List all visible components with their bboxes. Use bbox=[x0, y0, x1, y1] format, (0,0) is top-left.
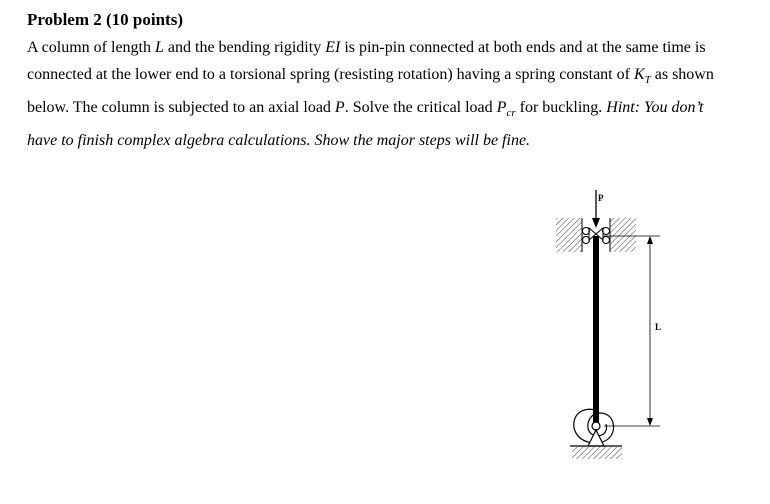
problem-title: Problem 2 (10 points) bbox=[27, 10, 183, 29]
load-label: P bbox=[598, 193, 604, 203]
var-bending-rigidity: EI bbox=[325, 39, 341, 56]
length-dimension bbox=[604, 236, 660, 426]
statement-text-1: A column of length bbox=[27, 39, 155, 56]
statement-text-2: and the bending rigidity bbox=[163, 39, 326, 56]
column bbox=[593, 236, 599, 426]
var-critical-load: P bbox=[496, 99, 507, 116]
var-critical-load-subscript: cr bbox=[506, 107, 516, 119]
length-label: L bbox=[655, 322, 662, 332]
statement-text-5: . Solve the critical load bbox=[344, 99, 497, 116]
statement-text-4: as shown below. The column is subjected to an axial load bbox=[27, 66, 714, 116]
statement-text-6: for buckling. bbox=[515, 99, 607, 116]
var-spring-constant: K bbox=[633, 66, 645, 83]
var-axial-load: P bbox=[334, 99, 345, 116]
statement-text-3: is pin-pin connected at both ends and at the same time is connected at the lower end to a torsional spring (resisting rotation) having a spring constant of bbox=[27, 39, 706, 83]
var-spring-constant-subscript: T bbox=[644, 74, 651, 86]
hint-text: Hint: You don’t have to finish complex algebra calculations. Show the major steps will be fine. bbox=[27, 99, 704, 149]
var-length: L bbox=[154, 39, 164, 56]
